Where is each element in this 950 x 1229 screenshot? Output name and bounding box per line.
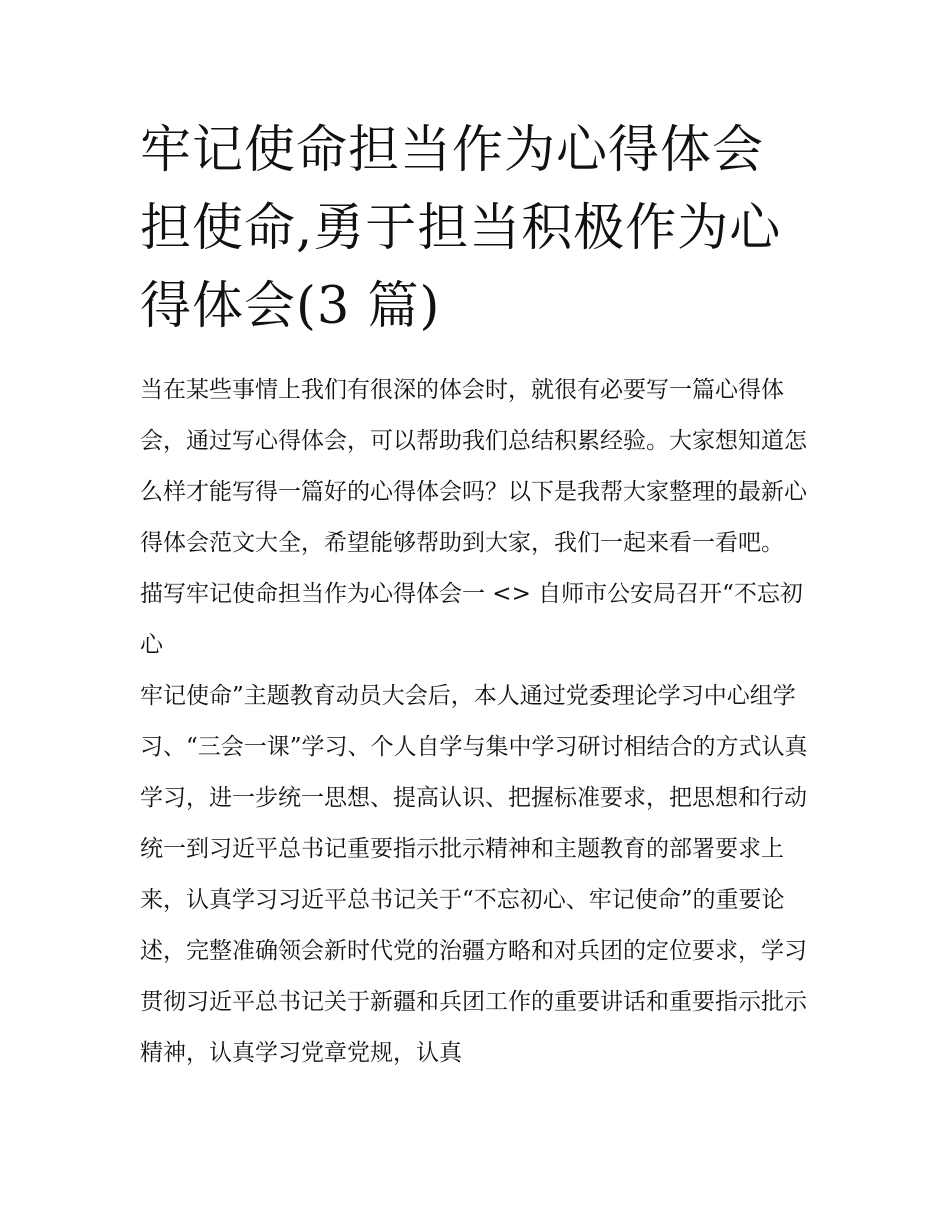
section-heading: 描写牢记使命担当作为心得体会一 <> 自师市公安局召开“不忘初心 [140, 581, 803, 658]
intro-paragraph: 当在某些事情上我们有很深的体会时，就很有必要写一篇心得体会，通过写心得体会，可以帮助我们总结积累经验。大家想知道怎么样才能写得一篇好的心得体会吗？以下是我帮大家整理的最新心得体会范文大全，希望能够帮助到大家，我们一起来看一看吧。 [140, 377, 807, 556]
document-title: 牢记使命担当作为心得体会 担使命,勇于担当积极作为心得体会(3 篇) [140, 121, 782, 336]
body-paragraph: 牢记使命”主题教育动员大会后，本人通过党委理论学习中心组学习、“三会一课”学习、个人自学与集中学习研讨相结合的方式认真学习，进一步统一思想、提高认识、把握标准要求，把思想和行动统一到习近平总书记重要指示批示精神和主题教育的部署要求上来，认真学习习近平总书记关于“不忘初心、牢记使命”的重要论述，完整准确领会新时代党的治疆方略和对兵团的定位要求，学习贯彻习近平总书记关于新疆和兵团工作的重要讲话和重要指示批示精神，认真学习党章党规，认真 [140, 683, 808, 1066]
document-content [140, 112, 820, 1079]
